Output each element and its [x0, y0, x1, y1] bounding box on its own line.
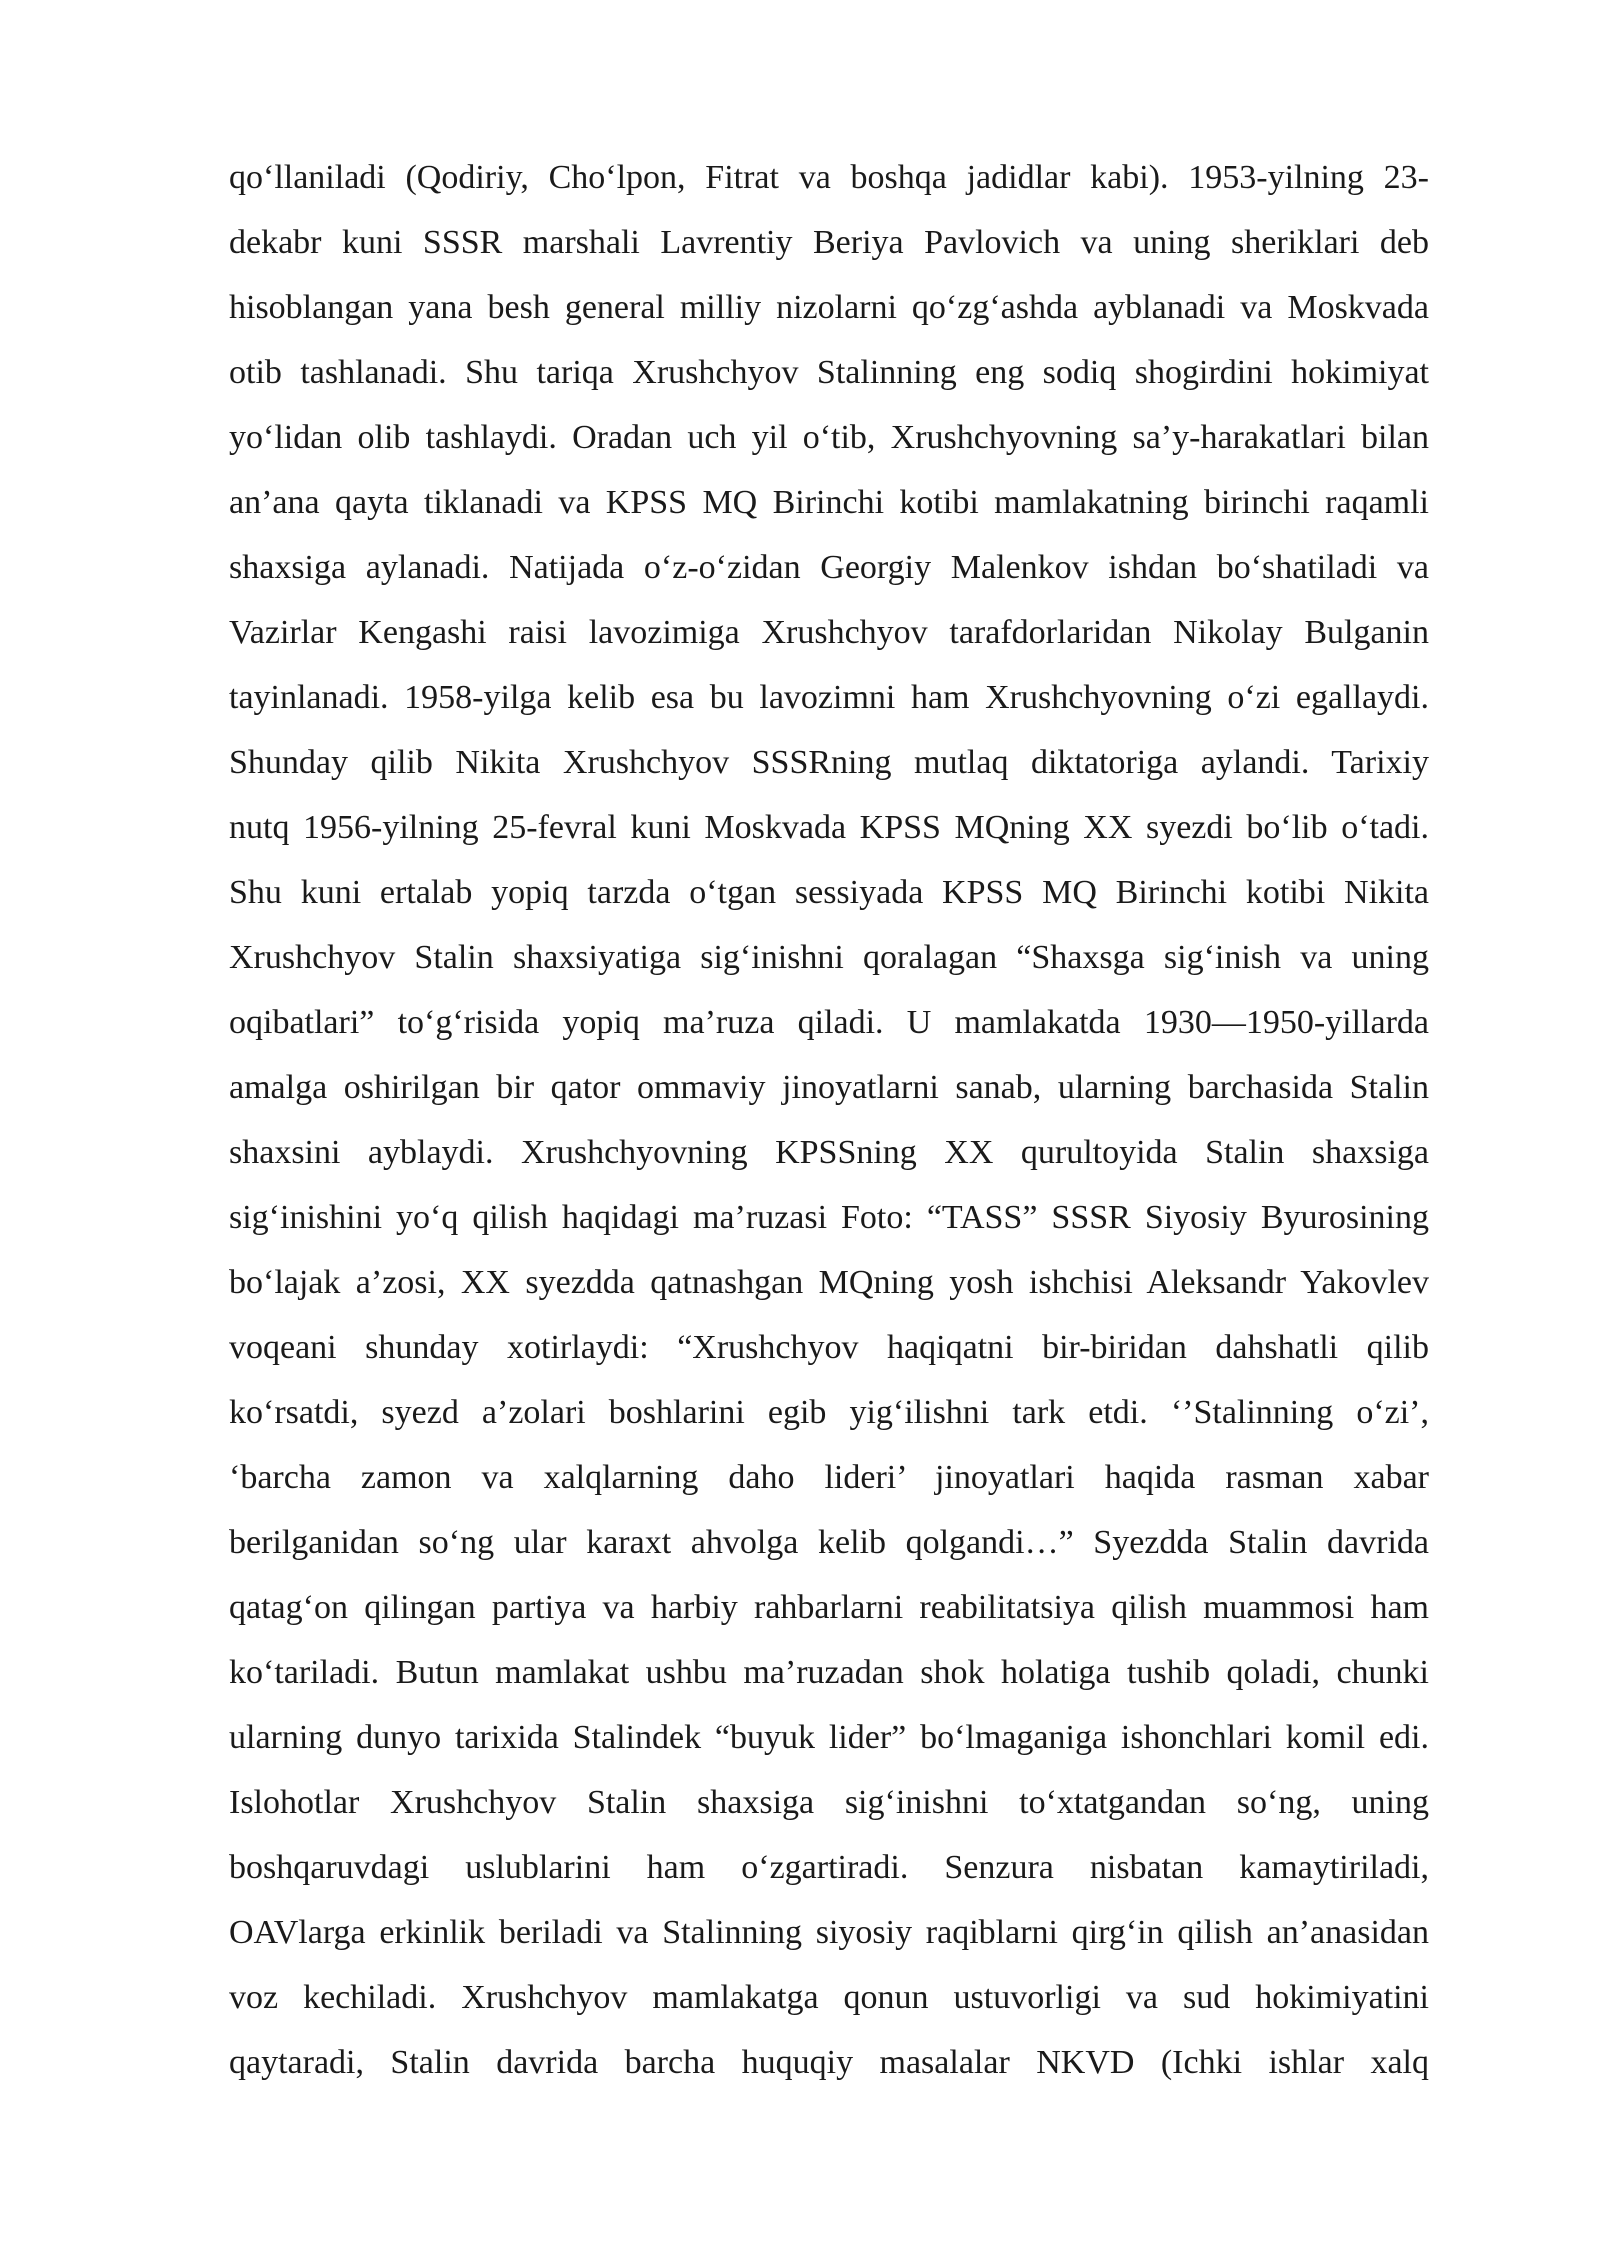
text-line: shaxsiga aylanadi. Natijada o‘z-o‘zidan Georgiy Malenkov ishdan bo‘shatiladi va — [229, 549, 1429, 586]
text-line: otib tashlanadi. Shu tariqa Xrushchyov Stalinning eng sodiq shogirdini hokimiyat — [229, 354, 1429, 391]
text-line: Xrushchyov Stalin shaxsiyatiga sig‘inishni qoralagan “Shaxsga sig‘inish va uning — [229, 939, 1429, 976]
text-line: berilganidan so‘ng ular karaxt ahvolga kelib qolgandi…” Syezdda Stalin davrida — [229, 1524, 1429, 1561]
text-line: voqeani shunday xotirlaydi: “Xrushchyov haqiqatni bir-biridan dahshatli qilib — [229, 1329, 1429, 1366]
text-line: oqibatlari” to‘g‘risida yopiq ma’ruza qiladi. U mamlakatda 1930—1950-yillarda — [229, 1004, 1429, 1041]
text-line: hisoblangan yana besh general milliy nizolarni qo‘zg‘ashda ayblanadi va Moskvada — [229, 289, 1429, 326]
text-line: boshqaruvdagi uslublarini ham o‘zgartiradi. Senzura nisbatan kamaytiriladi, — [229, 1849, 1429, 1886]
text-line: ko‘tariladi. Butun mamlakat ushbu ma’ruzadan shok holatiga tushib qoladi, chunki — [229, 1654, 1429, 1691]
text-line: tayinlanadi. 1958-yilga kelib esa bu lavozimni ham Xrushchyovning o‘zi egallaydi. — [229, 679, 1429, 716]
text-line: shaxsini ayblaydi. Xrushchyovning KPSSning XX qurultoyida Stalin shaxsiga — [229, 1134, 1429, 1171]
text-line: Shu kuni ertalab yopiq tarzda o‘tgan sessiyada KPSS MQ Birinchi kotibi Nikita — [229, 874, 1429, 911]
text-line: ularning dunyo tarixida Stalindek “buyuk lider” bo‘lmaganiga ishonchlari komil edi. — [229, 1719, 1429, 1756]
text-line: Vazirlar Kengashi raisi lavozimiga Xrushchyov tarafdorlaridan Nikolay Bulganin — [229, 614, 1429, 651]
text-line: nutq 1956-yilning 25-fevral kuni Moskvada KPSS MQning XX syezdi bo‘lib o‘tadi. — [229, 809, 1429, 846]
text-line: qaytaradi, Stalin davrida barcha huquqiy masalalar NKVD (Ichki ishlar xalq — [229, 2044, 1429, 2081]
text-line: ko‘rsatdi, syezd a’zolari boshlarini egib yig‘ilishni tark etdi. ‘’Stalinning o‘zi’, — [229, 1394, 1429, 1431]
text-line: dekabr kuni SSSR marshali Lavrentiy Beriya Pavlovich va uning sheriklari deb — [229, 224, 1429, 261]
text-line: amalga oshirilgan bir qator ommaviy jinoyatlarni sanab, ularning barchasida Stalin — [229, 1069, 1429, 1106]
text-line: OAVlarga erkinlik beriladi va Stalinning siyosiy raqiblarni qirg‘in qilish an’anasidan — [229, 1914, 1429, 1951]
text-line: sig‘inishini yo‘q qilish haqidagi ma’ruzasi Foto: “TASS” SSSR Siyosiy Byurosining — [229, 1199, 1429, 1236]
text-line: an’ana qayta tiklanadi va KPSS MQ Birinchi kotibi mamlakatning birinchi raqamli — [229, 484, 1429, 521]
text-line: Shunday qilib Nikita Xrushchyov SSSRning mutlaq diktatoriga aylandi. Tarixiy — [229, 744, 1429, 781]
text-line: ‘barcha zamon va xalqlarning daho lideri’ jinoyatlari haqida rasman xabar — [229, 1459, 1429, 1496]
text-line: voz kechiladi. Xrushchyov mamlakatga qonun ustuvorligi va sud hokimiyatini — [229, 1979, 1429, 2016]
text-line: yo‘lidan olib tashlaydi. Oradan uch yil o‘tib, Xrushchyovning sa’y-harakatlari bilan — [229, 419, 1429, 456]
text-line: qo‘llaniladi (Qodiriy, Cho‘lpon, Fitrat va boshqa jadidlar kabi). 1953-yilning 23- — [229, 159, 1429, 196]
body-text — [229, 145, 1429, 2095]
text-line: qatag‘on qilingan partiya va harbiy rahbarlarni reabilitatsiya qilish muammosi ham — [229, 1589, 1429, 1626]
text-line: Islohotlar Xrushchyov Stalin shaxsiga sig‘inishni to‘xtatgandan so‘ng, uning — [229, 1784, 1429, 1821]
text-line: bo‘lajak a’zosi, XX syezdda qatnashgan MQning yosh ishchisi Aleksandr Yakovlev — [229, 1264, 1429, 1301]
